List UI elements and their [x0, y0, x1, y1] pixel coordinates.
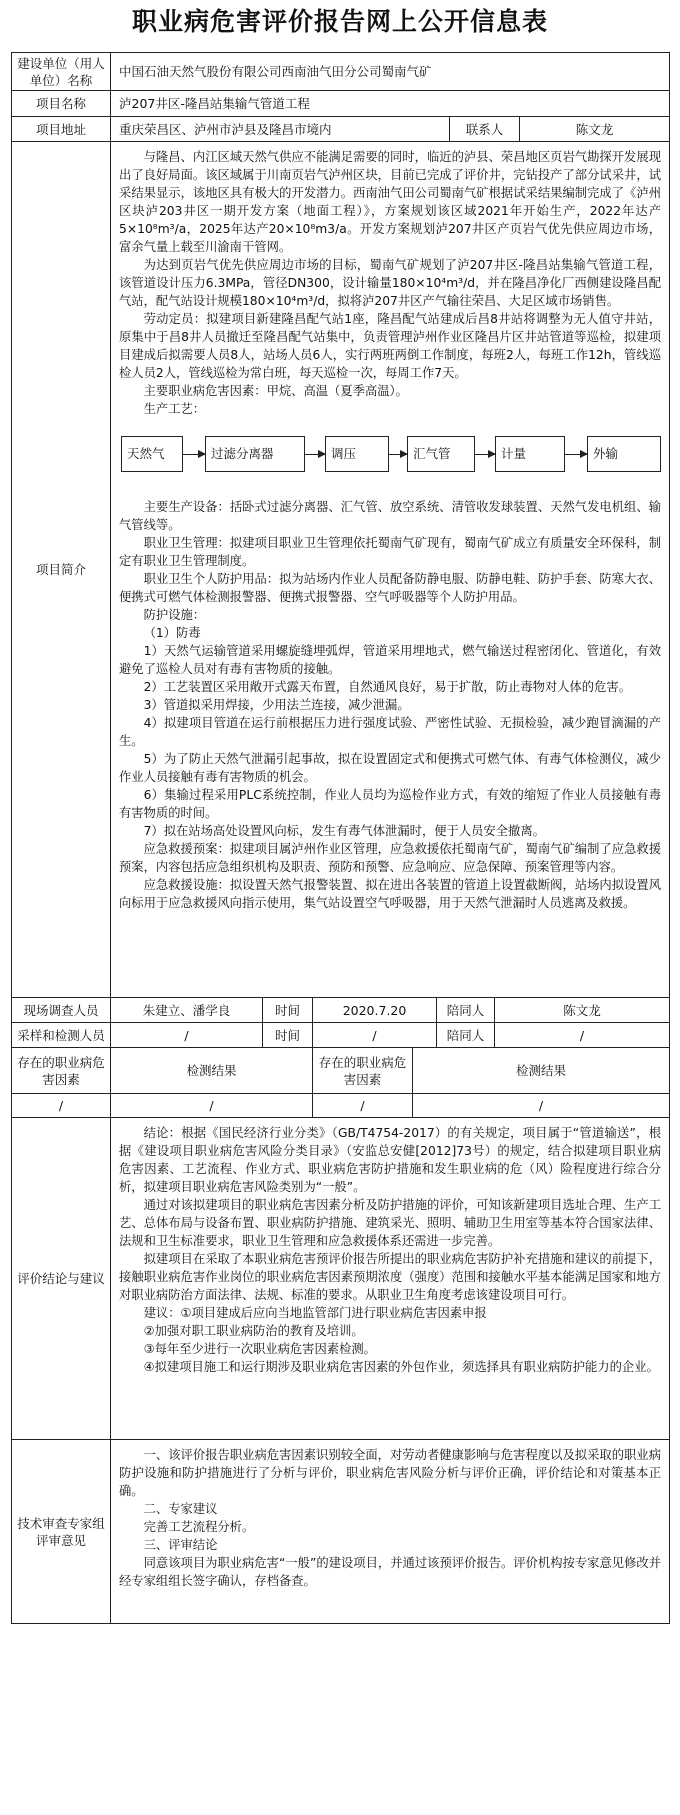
- value-project-name: 泸207井区-隆昌站集输气管道工程: [111, 91, 670, 116]
- row-expert-opinion: [12, 1440, 670, 1624]
- label-survey-companion: 陪同人: [437, 998, 495, 1022]
- expert-paragraph: 完善工艺流程分析。: [143, 1520, 255, 1534]
- flow-step-manifold: 汇气管: [407, 436, 475, 472]
- row-conclusion: [12, 1118, 670, 1440]
- conclusion-paragraph: ④拟建项目施工和运行期涉及职业病危害因素的外包作业，须选择具有职业病防护能力的企业。: [143, 1360, 659, 1374]
- intro-paragraph: 6）集输过程采用PLC系统控制，作业人员均为巡检作业方式，有效的缩短了作业人员接触有毒有害物质的时间。: [119, 788, 661, 820]
- row-hazard-header: [12, 1048, 670, 1094]
- value-sampling-companion: /: [495, 1023, 670, 1047]
- conclusion-content: [111, 1118, 670, 1439]
- label-conclusion: 评价结论与建议: [12, 1118, 111, 1439]
- intro-paragraph: 2）工艺装置区采用敞开式露天布置，自然通风良好，易于扩散，防止毒物对人体的危害。: [143, 680, 631, 694]
- intro-paragraph: 劳动定员：拟建项目新建隆昌配气站1座，隆昌配气站建成后昌8井站将调整为无人值守井站，原集中于昌8井人员撤迁至隆昌配气站集中，负责管理泸州作业区隆昌片区井站管道等巡检，拟建项目建成后拟需要人员8人，站场人员6人，实行两班两倒工作制度，每班2人，每班工作12h，管线巡检人员2人，管线巡检为常白班，每天巡检一次，每周工作7天。: [119, 312, 661, 380]
- conclusion-paragraph: 拟建项目在采取了本职业病危害预评价报告所提出的职业病危害防护补充措施和建议的前提下，接触职业病危害作业岗位的职业病危害因素预期浓度（强度）范围和接触水平基本能满足国家和地方对职业病防治方面法律、法规、标准的要求。从职业卫生角度考虑该建设项目可行。: [119, 1252, 661, 1302]
- row-project-address: [12, 117, 670, 142]
- label-sampling-time: 时间: [263, 1023, 313, 1047]
- flow-arrow: [305, 454, 325, 455]
- intro-paragraph: 与隆昌、内江区域天然气供应不能满足需要的同时，临近的泸县、荣昌地区页岩气勘探开发展现出了良好局面。该区域属于川南页岩气泸州区块，目前已完成了评价井，完钻投产了部分试采井，试采结果显示，该地区具有极大的开发潜力。西南油气田公司蜀南气矿根据试采结果编制完成了《泸州区块泸203井区一期开发方案（地面工程）》，方案规划该区域2021年开始生产，2022年达产5×10⁸m³/a，2025年达产20×10⁸m3/a。开发方案规划泸207井区产页岩气优先供应周边市场，富余气量上载至川渝南干管网。: [119, 150, 661, 254]
- intro-paragraph: 7）拟在站场高处设置风向标，发生有毒气体泄漏时，便于人员安全撤离。: [143, 824, 545, 838]
- flow-step-metering: 计量: [495, 436, 565, 472]
- flow-arrow: [183, 454, 205, 455]
- value-test-result-2: /: [413, 1094, 670, 1117]
- row-sampling: [12, 1023, 670, 1048]
- value-survey-companion: 陈文龙: [495, 998, 670, 1022]
- value-unit: 中国石油天然气股份有限公司西南油气田分公司蜀南气矿: [111, 53, 670, 90]
- label-survey-time: 时间: [263, 998, 313, 1022]
- label-sampling-staff: 采样和检测人员: [12, 1023, 111, 1047]
- label-contact: 联系人: [450, 117, 520, 141]
- conclusion-paragraph: 通过对该拟建项目的职业病危害因素分析及防护措施的评价，可知该新建项目选址合理、生产工艺、总体布局与设备布置、职业病防护措施、建筑采光、照明、辅助卫生用室等基本符合国家法律、法规和卫生标准要求，职业卫生管理和应急救援体系还需进一步完善。: [119, 1198, 661, 1248]
- value-sampling-staff: /: [111, 1023, 263, 1047]
- conclusion-paragraph: ③每年至少进行一次职业病危害因素检测。: [143, 1342, 376, 1356]
- expert-paragraph: 二、专家建议: [143, 1502, 218, 1516]
- expert-paragraph: 一、该评价报告职业病危害因素识别较全面，对劳动者健康影响与危害程度以及拟采取的职业病防护设施和防护措施进行了分析与评价，职业病危害风险分析与评价正确，评价结论和对策基本正确。: [119, 1448, 661, 1498]
- value-test-result-1: /: [111, 1094, 313, 1117]
- intro-paragraph: 防护设施：: [143, 608, 206, 622]
- intro-paragraph: 主要职业病危害因素：甲烷、高温（夏季高温）。: [143, 384, 408, 398]
- page-title: 职业病危害评价报告网上公开信息表: [131, 7, 548, 36]
- value-sampling-time: /: [313, 1023, 437, 1047]
- label-intro: 项目简介: [12, 142, 111, 997]
- intro-paragraph: 1）天然气运输管道采用螺旋缝埋弧焊，管道采用埋地式，燃气输送过程密闭化、管道化，有效避免了巡检人员对有毒有害物质的接触。: [119, 644, 661, 676]
- conclusion-paragraph: ②加强对职工职业病防治的教育及培训。: [143, 1324, 364, 1338]
- intro-paragraph: 应急救援预案：拟建项目属泸州作业区管理，应急救援依托蜀南气矿，蜀南气矿编制了应急救援预案，内容包括应急组织机构及职责、预防和预警、应急响应、应急保障、预案管理等内容。: [119, 842, 661, 874]
- intro-paragraph: 3）管道拟采用焊接，少用法兰连接，减少泄漏。: [143, 698, 410, 712]
- expert-paragraph: 三、评审结论: [143, 1538, 218, 1552]
- value-project-address: 重庆荣昌区、泸州市泸县及隆昌市境内: [111, 117, 450, 141]
- conclusion-text: [111, 1118, 669, 1380]
- label-project-name: 项目名称: [12, 91, 111, 116]
- flow-step-export: 外输: [587, 436, 661, 472]
- row-survey: [12, 998, 670, 1023]
- flow-step-filter-separator: 过滤分离器: [205, 436, 305, 472]
- flow-arrow: [475, 454, 495, 455]
- intro-content: [111, 142, 670, 997]
- intro-paragraph: 职业卫生个人防护用品：拟为站场内作业人员配备防静电服、防静电鞋、防护手套、防寒大衣、便携式可燃气体检测报警器、便携式报警器、空气呼吸器等个人防护用品。: [119, 572, 661, 604]
- row-hazard-values: [12, 1094, 670, 1118]
- conclusion-paragraph: 建议：①项目建成后应向当地监管部门进行职业病危害因素申报: [143, 1306, 487, 1320]
- flow-arrow: [389, 454, 407, 455]
- label-unit: 建设单位（用人单位）名称: [12, 53, 111, 90]
- process-flow-diagram: [119, 424, 661, 488]
- flow-step-natural-gas: 天然气: [121, 436, 183, 472]
- value-hazard-factor-2: /: [313, 1094, 413, 1117]
- expert-paragraph: 同意该项目为职业病危害“一般”的建设项目，并通过该预评价报告。评价机构按专家意见修改并经专家组组长签字确认，存档备查。: [119, 1556, 661, 1588]
- intro-paragraph: 生产工艺：: [143, 402, 206, 416]
- intro-paragraph: 4）拟建项目管道在运行前根据压力进行强度试验、严密性试验、无损检验，减少跑冒滴漏的产生。: [119, 716, 661, 748]
- row-intro: [12, 142, 670, 998]
- info-table: [11, 52, 670, 1624]
- label-expert-opinion: 技术审查专家组评审意见: [12, 1440, 111, 1623]
- header-test-result-2: 检测结果: [413, 1048, 670, 1093]
- expert-text: [111, 1440, 669, 1594]
- intro-paragraph: 应急救援设施：拟设置天然气报警装置、拟在进出各装置的管道上设置截断阀，站场内拟设置风向标用于应急救援风向指示使用，集气站设置空气呼吸器，用于天然气泄漏时人员逃离及救援。: [119, 878, 661, 910]
- header-test-result-1: 检测结果: [111, 1048, 313, 1093]
- header-hazard-factor-2: 存在的职业病危害因素: [313, 1048, 413, 1093]
- intro-paragraph: 职业卫生管理：拟建项目职业卫生管理依托蜀南气矿现有，蜀南气矿成立有质量安全环保科，制定有职业卫生管理制度。: [119, 536, 661, 568]
- row-unit: [12, 53, 670, 91]
- value-hazard-factor-1: /: [12, 1094, 111, 1117]
- header-hazard-factor-1: 存在的职业病危害因素: [12, 1048, 111, 1093]
- flow-arrow: [565, 454, 587, 455]
- label-sampling-companion: 陪同人: [437, 1023, 495, 1047]
- value-survey-time: 2020.7.20: [313, 998, 437, 1022]
- intro-paragraph: 主要生产设备：括卧式过滤分离器、汇气管、放空系统、清管收发球装置、天然气发电机组、输气管线等。: [119, 500, 661, 532]
- intro-text: [111, 142, 669, 916]
- intro-paragraph: 为达到页岩气优先供应周边市场的目标，蜀南气矿规划了泸207井区-隆昌站集输气管道工程，该管道设计压力6.3MPa，管径DN300，设计输量180×10⁴m³/d，并在隆昌净化厂西侧建设隆昌配气站，配气站设计规模180×10⁴m³/d，拟将泸207井区产气输往荣昌、大足区域市场销售。: [119, 258, 661, 308]
- conclusion-paragraph: 结论：根据《国民经济行业分类》（GB/T4754-2017）的有关规定，项目属于“管道输送”，根据《建设项目职业病危害风险分类目录》（安监总安健[2012]73号）的规定，结合拟建项目职业病危害因素、工艺流程、作业方式、职业病危害防护措施和发生职业病的危（风）险程度进行综合分析，拟建项目职业病危害风险类别为“一般”。: [119, 1126, 661, 1194]
- intro-paragraph: （1）防毒: [143, 626, 201, 640]
- expert-content: [111, 1440, 670, 1623]
- value-survey-staff: 朱建立、潘学良: [111, 998, 263, 1022]
- value-contact: 陈文龙: [520, 117, 670, 141]
- intro-paragraph: 5）为了防止天然气泄漏引起事故，拟在设置固定式和便携式可燃气体、有毒气体检测仪，减少作业人员接触有毒有害物质的机会。: [119, 752, 661, 784]
- label-project-address: 项目地址: [12, 117, 111, 141]
- label-survey-staff: 现场调查人员: [12, 998, 111, 1022]
- flow-step-pressure-regulation: 调压: [325, 436, 389, 472]
- row-project-name: [12, 91, 670, 117]
